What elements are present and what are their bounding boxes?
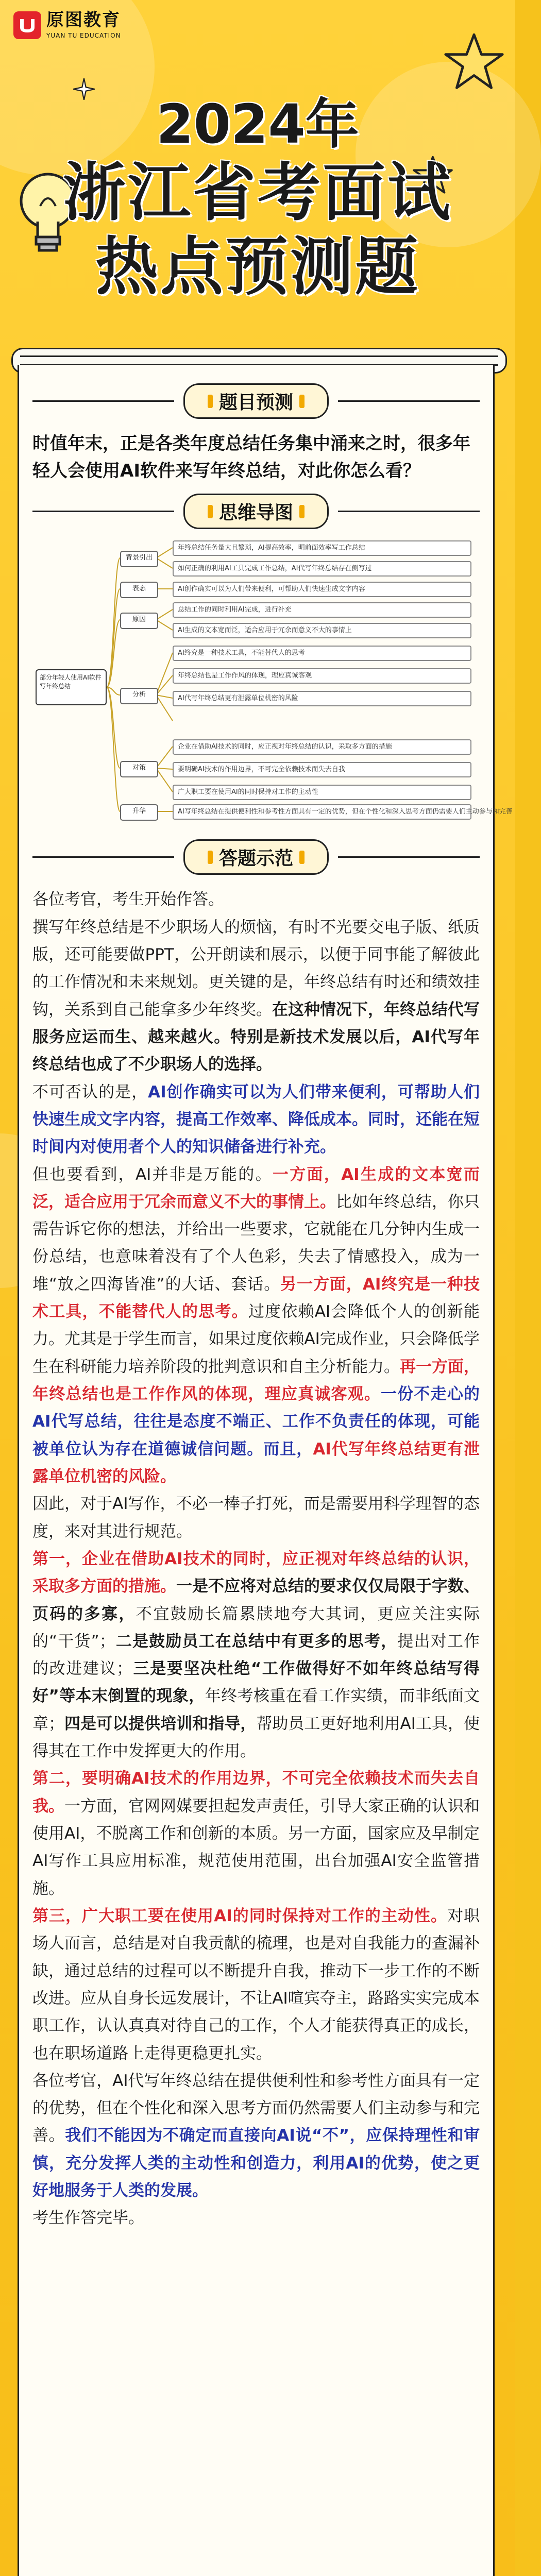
mind-map-leaf: AI创作确实可以为人们带来便利，可帮助人们快速生成文字内容 bbox=[173, 582, 471, 597]
logo-mark-icon bbox=[13, 11, 41, 39]
answer-paragraph: 第二，要明确AI技术的作用边界，不可完全依赖技术而失去自我。一方面，官网网媒要担起发声责任，引导大家正确的认识和使用AI，不脱离工作和创新的本质。另一方面，国家应及早制定AI写作工具应用标准，规范使用范围，出台加强AI安全监管措施。 bbox=[32, 1769, 480, 1898]
title-sub: 热点预测题 bbox=[95, 230, 420, 303]
answer-body bbox=[32, 886, 480, 2232]
answer-paragraph: 不可否认的是，AI创作确实可以为人们带来便利，可帮助人们快速生成文字内容，提高工作效率、降低成本。同时，还能在短时间内对使用者个人的知识储备进行补充。 bbox=[32, 1082, 480, 1157]
mind-map-node: 分析 bbox=[120, 688, 158, 704]
brand-name-en: YUAN TU EDUCATION bbox=[46, 32, 121, 39]
mind-map-leaf: 总结工作的同时利用AI完成，进行补充 bbox=[173, 602, 471, 618]
question-text: 时值年末，正是各类年度总结任务集中涌来之时，很多年轻人会使用AI软件来写年终总结，对此你怎么看？ bbox=[32, 433, 470, 481]
mind-map-node: 对策 bbox=[120, 761, 158, 777]
mind-map-leaf: 企业在借助AI技术的同时，应正视对年终总结的认识，采取多方面的措施 bbox=[173, 739, 471, 755]
title-year: 2024年 bbox=[156, 93, 359, 156]
section-answer bbox=[32, 839, 480, 875]
mind-map bbox=[32, 540, 513, 829]
answer-paragraph: 因此，对于AI写作，不必一棒子打死，而是需要用科学理智的态度，来对其进行规范。 bbox=[32, 1495, 480, 1541]
mind-map-leaf: 广大职工要在使用AI的同时保持对工作的主动性 bbox=[173, 785, 471, 800]
mind-map-root: 部分年轻人使用AI软件写年终总结 bbox=[36, 669, 107, 705]
answer-paragraph: 但也要看到，AI并非是万能的。一方面，AI生成的文本宽而泛，适合应用于冗余而意义不大的事情上。比如年终总结，你只需告诉它你的想法，并给出一些要求，它就能在几分钟内生成一份总结，也意味着没有了个人色彩，失去了情感投入，成为一堆“放之四海皆准”的大话、套话。另一方面，AI终究是一种技术工具，不能替代人的思考。过度依赖AI会降低个人的创新能力。尤其是于学生而言，如果过度依赖AI完成作业，只会降低学生在科研能力培养阶段的批判意识和自主分析能力。再一方面，年终总结也是工作作风的体现，理应真诚客观。一份不走心的AI代写总结，往往是态度不端正、工作不负责任的体现，可能被单位认为存在道德诚信问题。而且，AI代写年终总结更有泄露单位机密的风险。 bbox=[32, 1165, 480, 1486]
answer-paragraph: 各位考官，考生开始作答。 bbox=[32, 890, 224, 909]
section-title: 思维导图 bbox=[219, 502, 294, 524]
mind-map-leaf: 年终总结也是工作作风的体现，理应真诚客观 bbox=[173, 668, 471, 684]
poster-title bbox=[0, 93, 515, 304]
mind-map-node: 表态 bbox=[120, 582, 158, 598]
answer-paragraph: 撰写年终总结是不少职场人的烦恼，有时不光要交电子版、纸质版，还可能要做PPT，公开朗读和展示，以便于同事能了解彼此的工作情况和未来规划。更关键的是，年终总结有时还和绩效挂钩，关系到自己能拿多少年终奖。在这种情况下，年终总结代写服务应运而生、越来越火。特别是新技术发展以后，AI代写年终总结也成了不少职场人的选择。 bbox=[32, 918, 480, 1074]
answer-paragraph: 第一，企业在借助AI技术的同时，应正视对年终总结的认识，采取多方面的措施。一是不应将对总结的要求仅仅局限于字数、页码的多寡，不宜鼓励长篇累牍地夸大其词，更应关注实际的“干货”；二是鼓励员工在总结中有更多的思考，提出对工作的改进建议；三是要坚决杜绝“工作做得好不如年终总结写得好”等本末倒置的现象，年终考核重在看工作实绩，而非纸面文章；四是可以提供培训和指导，帮助员工更好地利用AI工具，使得其在工作中发挥更大的作用。 bbox=[32, 1549, 480, 1761]
mind-map-leaf: AI写年终总结在提供便利性和参考性方面具有一定的优势，但在个性化和深入思考方面仍需要人们主动参与和完善 bbox=[173, 804, 471, 820]
section-title: 题目预测 bbox=[219, 392, 294, 413]
mind-map-leaf: AI代写年终总结更有泄露单位机密的风险 bbox=[173, 691, 471, 706]
title-main: 浙江省考面试 bbox=[63, 156, 452, 229]
mind-map-node: 背景引出 bbox=[120, 551, 158, 567]
answer-paragraph: 考生作答完毕。 bbox=[32, 2209, 144, 2228]
answer-paragraph: 第三，广大职工要在使用AI的同时保持对工作的主动性。对职场人而言，总结是对自我贡献的梳理，也是对自我能力的查漏补缺，通过总结的过程可以不断提升自我，推动下一步工作的不断改进。应从自身长远发展计，不让AI喧宾夺主，路路实实完成本职工作，认认真真对待自己的工作，个人才能获得真正的成长，也在职场道路上走得更稳更扎实。 bbox=[32, 1906, 480, 2063]
section-mindmap bbox=[32, 494, 480, 529]
section-title: 答题示范 bbox=[219, 848, 294, 870]
section-question bbox=[32, 383, 480, 419]
mind-map-node: 升华 bbox=[120, 804, 158, 821]
mind-map-leaf: AI终究是一种技术工具，不能替代人的思考 bbox=[173, 646, 471, 661]
mind-map-leaf: 年终总结任务量大且繁琐，AI提高效率，明前面效率写工作总结 bbox=[173, 540, 471, 556]
mind-map-node: 原因 bbox=[120, 613, 158, 629]
answer-paragraph: 各位考官，AI代写年终总结在提供便利性和参考性方面具有一定的优势，但在个性化和深入思考方面仍然需要人们主动参与和完善。我们不能因为不确定而直接向AI说“不”，应保持理性和审慎，充分发挥人类的主动性和创造力，利用AI的优势，使之更好地服务于人类的发展。 bbox=[32, 2071, 480, 2200]
mind-map-leaf: 如何正确的利用AI工具完成工作总结，AI代写年终总结存在侧写过 bbox=[173, 561, 471, 577]
brand-logo bbox=[13, 11, 121, 39]
content-card bbox=[18, 365, 513, 2576]
star-icon bbox=[443, 31, 505, 93]
mind-map-leaf: AI生成的文本宽而泛，适合应用于冗余而意义不大的事情上 bbox=[173, 623, 471, 638]
mind-map-leaf: 要明确AI技术的作用边界，不可完全依赖技术而失去自我 bbox=[173, 762, 471, 777]
brand-name: 原图教育 bbox=[46, 10, 121, 30]
